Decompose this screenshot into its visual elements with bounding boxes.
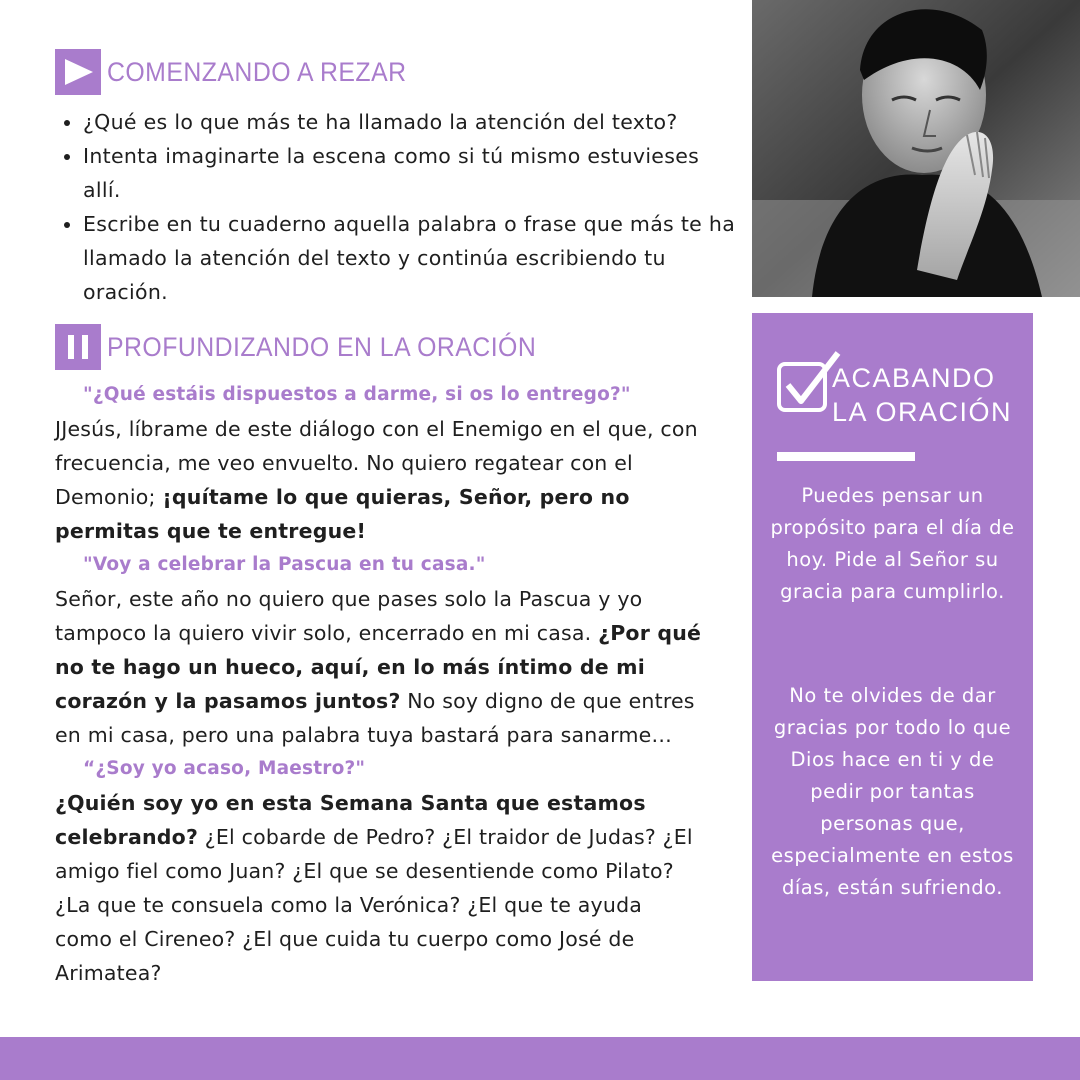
footer-bar bbox=[0, 1037, 1080, 1080]
paragraph-text: ¿El cobarde de Pedro? ¿El traidor de Judas? ¿El amigo fiel como Juan? ¿El que se desentiende como Pilato? ¿La que te consuela como la Verónica? ¿El que te ayuda como el Cireneo? ¿El que cuida tu cuerpo como José de Arimatea? bbox=[55, 825, 693, 985]
closing-prayer-panel bbox=[752, 313, 1033, 981]
paragraph-text: Señor, este año no quiero que pases solo la Pascua y yo tampoco la quiero vivir solo, encerrado en mi casa. bbox=[55, 587, 643, 645]
panel-text: No te olvides de dar gracias por todo lo que Dios hace en ti y de pedir por tantas personas que, especialmente en estos días, están sufriendo. bbox=[771, 684, 1014, 899]
gospel-quote: "¿Qué estáis dispuestos a darme, si os lo entrego?" bbox=[83, 384, 631, 405]
play-icon bbox=[55, 49, 101, 95]
pause-icon bbox=[55, 324, 101, 370]
meditation-paragraph bbox=[55, 412, 705, 548]
section-title: COMENZANDO A REZAR bbox=[107, 56, 407, 87]
praying-man-photo bbox=[752, 0, 1080, 297]
list-item: • Escribe en tu cuaderno aquella palabra o frase que más te ha llamado la atención del texto y continúa escribiendo tu oración. bbox=[83, 207, 743, 309]
paragraph-emphasis: ¡quítame lo que quieras, Señor, pero no permitas que te entregue! bbox=[55, 485, 630, 543]
panel-text: Puedes pensar un propósito para el día de hoy. Pide al Señor su gracia para cumplirlo. bbox=[770, 484, 1015, 603]
paragraph-text: No soy digno de que entres en mi casa, pero una palabra tuya bastará para sanarme… bbox=[55, 689, 695, 747]
panel-title-line: LA ORACIÓN bbox=[832, 397, 1013, 427]
paragraph-emphasis: ¿Quién soy yo en esta Semana Santa que estamos celebrando? bbox=[55, 791, 646, 849]
divider bbox=[777, 452, 915, 461]
section-title: PROFUNDIZANDO EN LA ORACIÓN bbox=[107, 331, 537, 362]
meditation-body bbox=[55, 378, 705, 990]
panel-title-line: ACABANDO bbox=[832, 363, 996, 393]
paragraph-text: JJesús, líbrame de este diálogo con el Enemigo en el que, con frecuencia, me veo envuelto. No quiero regatear con el Demonio; bbox=[55, 417, 698, 509]
gospel-quote: "Voy a celebrar la Pascua en tu casa." bbox=[83, 554, 486, 575]
section-heading-profundizando bbox=[55, 324, 574, 370]
prayer-bullet-list bbox=[55, 105, 743, 309]
gospel-quote: “¿Soy yo acaso, Maestro?" bbox=[83, 758, 366, 779]
list-item: • ¿Qué es lo que más te ha llamado la atención del texto? bbox=[83, 105, 743, 139]
meditation-paragraph bbox=[55, 786, 705, 990]
panel-title bbox=[832, 361, 1012, 429]
list-item: • Intenta imaginarte la escena como si tú mismo estuvieses allí. bbox=[83, 139, 743, 207]
section-heading-comenzando bbox=[55, 49, 433, 95]
meditation-paragraph bbox=[55, 582, 705, 752]
paragraph-emphasis: ¿Por qué no te hago un hueco, aquí, en lo más íntimo de mi corazón y la pasamos juntos? bbox=[55, 621, 702, 713]
